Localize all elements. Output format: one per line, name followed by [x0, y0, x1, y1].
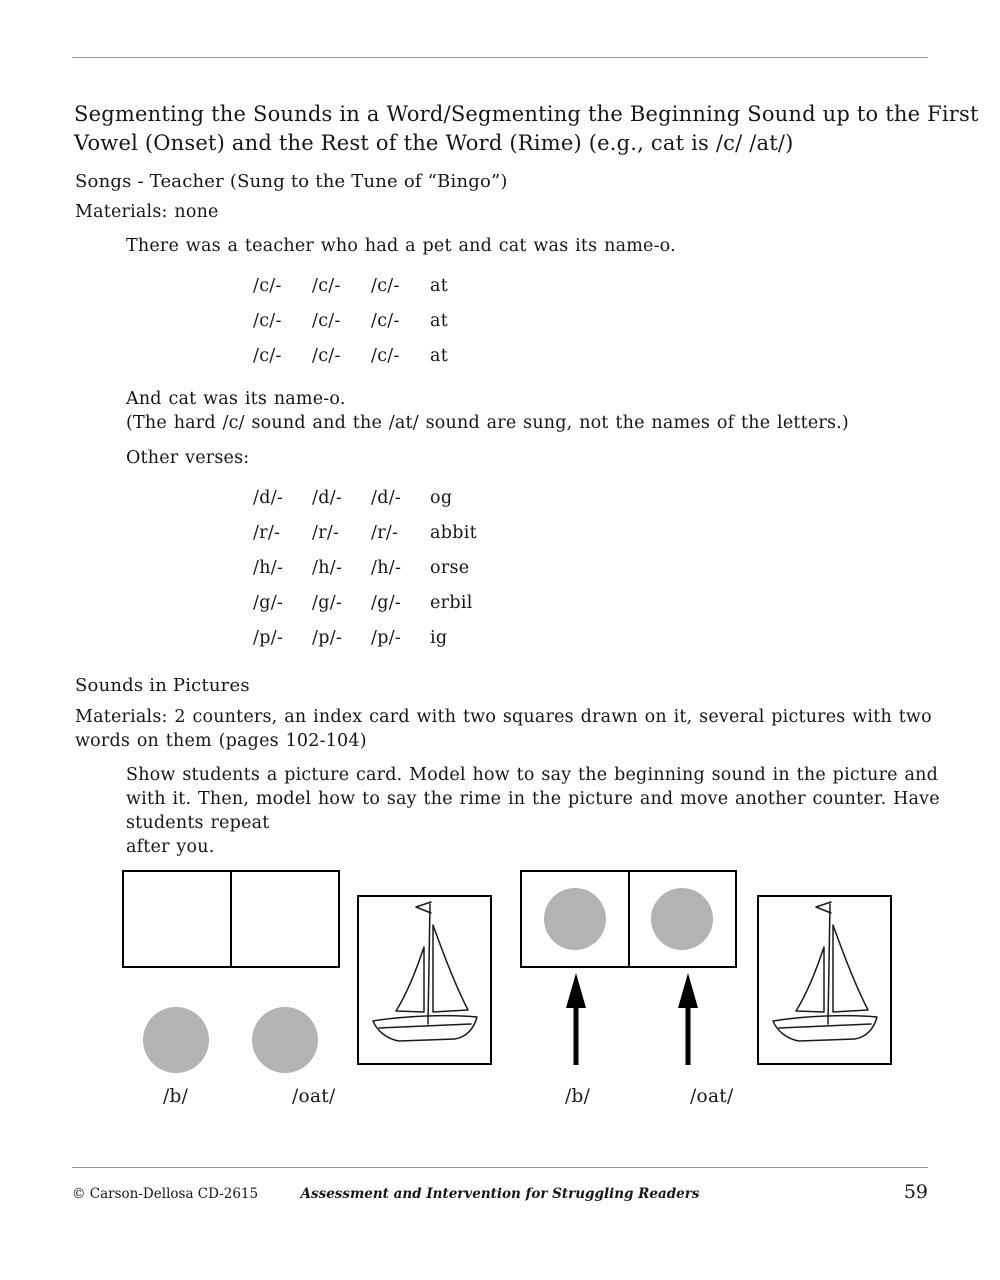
verse-cell: /r/-	[371, 523, 399, 543]
up-arrow-icon	[675, 973, 701, 1065]
verse-cell: /r/-	[312, 523, 340, 543]
picture-card-sailboat	[357, 895, 492, 1065]
chant-cell: at	[430, 311, 449, 331]
songs-heading: Songs - Teacher (Sung to the Tune of “Bingo”)	[75, 171, 508, 192]
rime-label: /oat/	[292, 1086, 336, 1107]
song-outro: And cat was its name-o.	[126, 389, 346, 409]
rime-label: /oat/	[690, 1086, 734, 1107]
index-card-square	[124, 872, 232, 966]
sailboat-image	[359, 897, 490, 1063]
verse-cell: /g/-	[371, 593, 402, 613]
chant-cell: at	[430, 346, 449, 366]
verse-cell: /d/-	[253, 488, 284, 508]
pictures-materials	[75, 705, 1000, 753]
verse-cell: /g/-	[253, 593, 284, 613]
chant-cell: /c/-	[371, 311, 400, 331]
pictures-materials-line-1: Materials: 2 counters, an index card with two squares drawn on it, several pictures with two	[75, 707, 932, 727]
instructions-line-3: after you.	[126, 837, 215, 857]
top-divider	[72, 57, 928, 58]
onset-label: /b/	[163, 1086, 189, 1107]
verse-cell: /h/-	[253, 558, 284, 578]
index-card-square	[232, 872, 338, 966]
pictures-heading: Sounds in Pictures	[75, 675, 250, 696]
song-note: (The hard /c/ sound and the /at/ sound are sung, not the names of the letters.)	[126, 413, 849, 433]
picture-card-sailboat	[757, 895, 892, 1065]
title-line-2: Vowel (Onset) and the Rest of the Word (Rime) (e.g., cat is /c/ /at/)	[74, 131, 794, 155]
chant-table	[253, 276, 448, 381]
up-arrow-icon	[563, 973, 589, 1065]
title-line-1: Segmenting the Sounds in a Word/Segmenting the Beginning Sound up to the First	[74, 102, 979, 126]
instructions-line-1: Show students a picture card. Model how to say the beginning sound in the picture and	[126, 765, 938, 785]
songs-materials: Materials: none	[75, 202, 219, 222]
chant-cell: /c/-	[253, 311, 282, 331]
footer-copyright: © Carson-Dellosa CD-2615	[72, 1186, 259, 1202]
verse-cell: /h/-	[312, 558, 343, 578]
footer-divider	[72, 1167, 928, 1168]
verse-row	[253, 488, 477, 512]
chant-cell: /c/-	[253, 346, 282, 366]
verse-row	[253, 593, 477, 617]
verse-cell: abbit	[430, 523, 477, 543]
song-intro: There was a teacher who had a pet and cat was its name-o.	[126, 236, 676, 256]
verse-cell: /g/-	[312, 593, 343, 613]
counter-circle	[544, 888, 606, 950]
chant-cell: /c/-	[312, 311, 341, 331]
chant-cell: /c/-	[253, 276, 282, 296]
verse-cell: /p/-	[312, 628, 343, 648]
page-title	[74, 100, 999, 158]
verse-cell: /d/-	[371, 488, 402, 508]
other-verses-label: Other verses:	[126, 448, 250, 468]
index-card-square	[522, 872, 630, 966]
verse-row	[253, 558, 477, 582]
verse-cell: /p/-	[371, 628, 402, 648]
index-card-with-counters	[520, 870, 737, 968]
chant-row	[253, 346, 448, 370]
instructions-line-2: with it. Then, model how to say the rime in the picture and move another counter. Have students repeat	[126, 789, 940, 833]
verse-cell: /p/-	[253, 628, 284, 648]
verse-cell: /h/-	[371, 558, 402, 578]
verse-cell: /r/-	[253, 523, 281, 543]
verse-row	[253, 628, 477, 652]
index-card-blank	[122, 870, 340, 968]
footer-book-title: Assessment and Intervention for Struggling Readers	[300, 1186, 700, 1202]
verse-cell: orse	[430, 558, 470, 578]
verses-table	[253, 488, 477, 663]
chant-cell: at	[430, 276, 449, 296]
index-card-square	[630, 872, 736, 966]
footer-page-number: 59	[903, 1181, 928, 1203]
chant-row	[253, 276, 448, 300]
verse-cell: og	[430, 488, 453, 508]
chant-cell: /c/-	[312, 346, 341, 366]
chant-cell: /c/-	[371, 276, 400, 296]
counter-circle	[143, 1007, 209, 1073]
verse-row	[253, 523, 477, 547]
sailboat-image	[759, 897, 890, 1063]
verse-cell: erbil	[430, 593, 473, 613]
chant-cell: /c/-	[371, 346, 400, 366]
onset-label: /b/	[565, 1086, 591, 1107]
counter-circle	[651, 888, 713, 950]
verse-cell: /d/-	[312, 488, 343, 508]
pictures-instructions	[126, 763, 996, 859]
chant-cell: /c/-	[312, 276, 341, 296]
chant-row	[253, 311, 448, 335]
pictures-materials-line-2: words on them (pages 102-104)	[75, 731, 367, 751]
verse-cell: ig	[430, 628, 448, 648]
counter-circle	[252, 1007, 318, 1073]
